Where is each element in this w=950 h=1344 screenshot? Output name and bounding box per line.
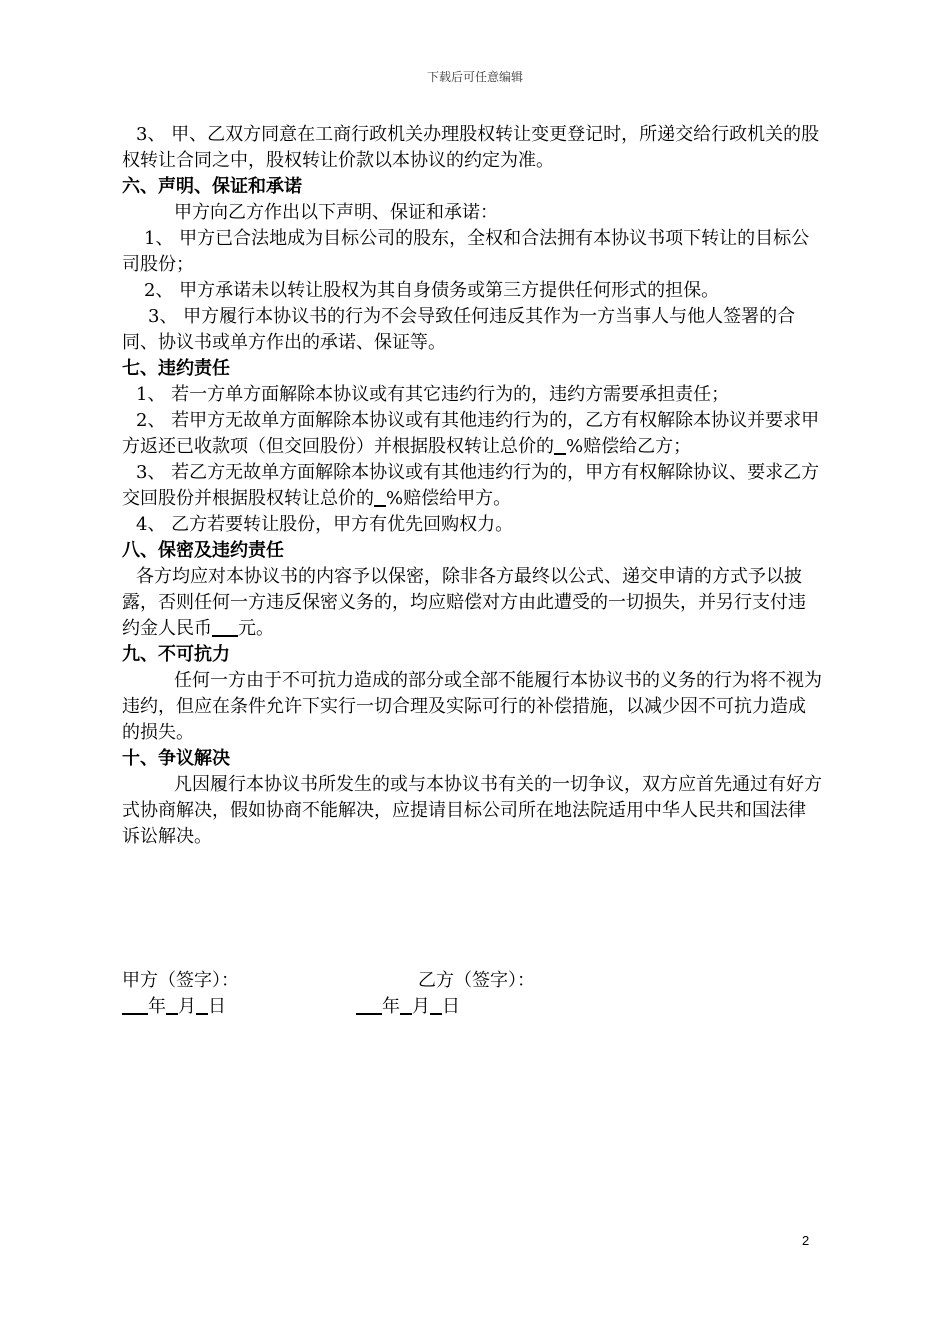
header-note: 下载后可任意编辑: [426, 70, 523, 84]
section7-item3-tail: %赔偿给甲方。: [386, 488, 512, 509]
day-label: 日: [442, 996, 460, 1017]
month-blank: [166, 995, 178, 1015]
section7-item2-text: 2、 若甲方无故单方面解除本协议或有其他违约行为的，乙方有权解除本协议并要求甲方返还已收款项（但交回股份）并根据股权转让总价的: [122, 410, 820, 457]
party-a-date: [122, 994, 226, 1020]
section10-title: 十、争议解决: [122, 748, 230, 769]
year-blank: [356, 995, 382, 1015]
page-number: 2: [802, 1233, 810, 1248]
section9-title: 九、不可抗力: [122, 644, 230, 665]
signature-labels-row: [122, 968, 822, 994]
section8-body-tail: 元。: [238, 618, 274, 639]
section7-item4: 4、 乙方若要转让股份，甲方有优先回购权力。: [136, 514, 514, 535]
month-blank: [400, 995, 412, 1015]
percent-blank: [374, 487, 386, 507]
signature-dates-row: [122, 994, 822, 1020]
section7-item2-tail: %赔偿给乙方；: [566, 436, 692, 457]
percent-blank: [554, 435, 566, 455]
section6-item1: 1、 甲方已合法地成为目标公司的股东，全权和合法拥有本协议书项下转让的目标公司股份；: [122, 228, 810, 275]
section7-item2: [122, 408, 822, 460]
section6-title: 六、声明、保证和承诺: [122, 176, 302, 197]
year-label: 年: [382, 996, 400, 1017]
year-label: 年: [148, 996, 166, 1017]
section7-item3-text: 3、 若乙方无故单方面解除本协议或有其他违约行为的，甲方有权解除协议、要求乙方交回股份并根据股权转让总价的: [122, 462, 820, 509]
section6-item3: 3、 甲方履行本协议书的行为不会导致任何违反其作为一方当事人与他人签署的合同、协议书或单方作出的承诺、保证等。: [122, 306, 796, 353]
year-blank: [122, 995, 148, 1015]
section6-item2: 2、 甲方承诺未以转让股权为其自身债务或第三方提供任何形式的担保。: [144, 280, 720, 301]
party-a-signature-label: 甲方（签字）：: [122, 970, 239, 991]
party-b-signature-label: 乙方（签字）：: [418, 970, 535, 991]
amount-blank: [212, 617, 238, 637]
month-label: 月: [178, 996, 196, 1017]
day-label: 日: [208, 996, 226, 1017]
section6-intro: 甲方向乙方作出以下声明、保证和承诺：: [174, 202, 498, 223]
party-b-date: [356, 994, 460, 1020]
month-label: 月: [412, 996, 430, 1017]
section7-item3: [122, 460, 822, 512]
section8-body: [122, 564, 822, 642]
signature-block: [122, 968, 822, 1020]
section7-item1: 1、 若一方单方面解除本协议或有其它违约行为的，违约方需要承担责任；: [136, 384, 730, 405]
section10-body: 凡因履行本协议书所发生的或与本协议书有关的一切争议，双方应首先通过有好方式协商解决，假如协商不能解决，应提请目标公司所在地法院适用中华人民共和国法律诉讼解决。: [122, 774, 822, 847]
section9-body: 任何一方由于不可抗力造成的部分或全部不能履行本协议书的义务的行为将不视为违约，但应在条件允许下实行一切合理及实际可行的补偿措施，以减少因不可抗力造成的损失。: [122, 670, 822, 743]
day-blank: [196, 995, 208, 1015]
section7-title: 七、违约责任: [122, 358, 230, 379]
section8-body-text: 各方均应对本协议书的内容予以保密，除非各方最终以公式、递交申请的方式予以披露，否则任何一方违反保密义务的，均应赔偿对方由此遭受的一切损失，并另行支付违约金人民币: [122, 566, 806, 639]
section8-title: 八、保密及违约责任: [122, 540, 284, 561]
section5-item3: 3、 甲、乙双方同意在工商行政机关办理股权转让变更登记时，所递交给行政机关的股权转让合同之中，股权转让价款以本协议的约定为准。: [122, 124, 820, 171]
day-blank: [430, 995, 442, 1015]
document-body: [122, 122, 822, 850]
